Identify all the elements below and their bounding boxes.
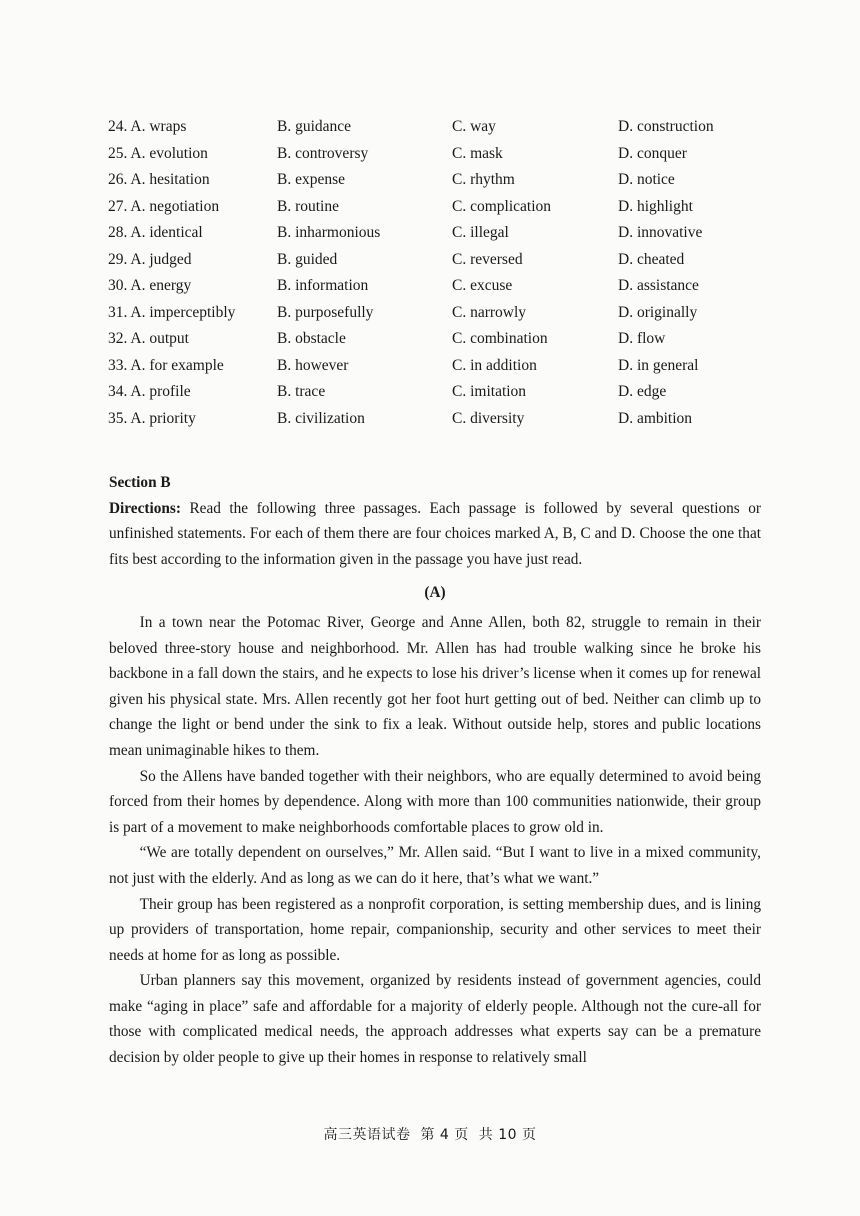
option-row bbox=[108, 275, 748, 302]
option-c: C. diversity bbox=[452, 409, 525, 427]
option-a: 33. A. for example bbox=[108, 356, 224, 374]
option-d: D. construction bbox=[618, 118, 714, 135]
option-b: B. expense bbox=[277, 171, 346, 188]
page-footer bbox=[0, 1124, 860, 1144]
option-row bbox=[108, 381, 748, 408]
option-b: B. information bbox=[277, 277, 369, 294]
option-a: 29. A. judged bbox=[108, 250, 192, 268]
passage-paragraph: In a town near the Potomac River, George and Anne Allen, both 82, struggle to remain in their beloved three-story house and neighborhood. Mr. Allen has had trouble walking since he broke his backbone in a fall down the stairs, and he expects to lose his driver’s license when it comes up for renewal given his physical state. Mrs. Allen recently got her foot hurt getting out of bed. Neither can climb up to change the light or bend under the sink to fix a leak. Without outside help, stores and public locations mean unimaginable hikes to them. bbox=[109, 613, 761, 759]
option-c: C. combination bbox=[452, 330, 548, 347]
directions-text: Read the following three passages. Each passage is followed by several questions or unfinished statements. For each of them there are four choices marked A, B, C and D. Choose the one that fits best according to the information given in the passage you have just read. bbox=[109, 499, 761, 568]
passage-paragraph: Their group has been registered as a nonprofit corporation, is setting membership dues, and is lining up providers of transportation, home repair, companionship, security and other services to meet their needs at home for as long as possible. bbox=[109, 895, 761, 964]
option-d: D. notice bbox=[618, 171, 675, 188]
footer-title: 高三英语试卷 bbox=[323, 1127, 411, 1143]
option-d: D. cheated bbox=[618, 250, 685, 268]
option-d: D. assistance bbox=[618, 277, 699, 294]
option-a: 28. A. identical bbox=[108, 224, 203, 241]
option-row bbox=[108, 328, 748, 355]
option-c: C. reversed bbox=[452, 250, 523, 268]
option-b: B. civilization bbox=[277, 409, 365, 427]
section-b bbox=[109, 470, 761, 1071]
option-c: C. rhythm bbox=[452, 171, 515, 188]
option-c: C. way bbox=[452, 118, 496, 135]
option-row bbox=[108, 222, 748, 249]
option-a: 31. A. imperceptibly bbox=[108, 303, 236, 321]
option-b: B. controversy bbox=[277, 144, 369, 162]
option-c: C. mask bbox=[452, 144, 503, 162]
section-title: Section B bbox=[109, 474, 171, 491]
option-a: 25. A. evolution bbox=[108, 144, 208, 162]
option-row bbox=[108, 169, 748, 196]
option-c: C. imitation bbox=[452, 383, 527, 400]
option-c: C. illegal bbox=[452, 224, 509, 241]
option-row bbox=[108, 196, 748, 223]
option-b: B. guidance bbox=[277, 118, 352, 135]
option-b: B. obstacle bbox=[277, 330, 346, 347]
passage-paragraph: “We are totally dependent on ourselves,” Mr. Allen said. “But I want to live in a mixed community, not just with the elderly. And as long as we can do it here, that’s what we want.” bbox=[109, 844, 761, 887]
option-d: D. flow bbox=[618, 330, 666, 347]
option-a: 35. A. priority bbox=[108, 409, 196, 427]
footer-total-pages: 共 10 页 bbox=[478, 1127, 537, 1143]
option-b: B. routine bbox=[277, 197, 339, 215]
option-a: 27. A. negotiation bbox=[108, 197, 220, 215]
option-d: D. innovative bbox=[618, 224, 703, 241]
option-d: D. originally bbox=[618, 303, 698, 321]
option-b: B. trace bbox=[277, 383, 326, 400]
footer-page-number: 第 4 页 bbox=[420, 1127, 469, 1143]
answer-options-table bbox=[108, 116, 748, 434]
option-c: C. excuse bbox=[452, 277, 513, 294]
option-d: D. edge bbox=[618, 383, 667, 400]
option-a: 34. A. profile bbox=[108, 383, 191, 400]
option-row bbox=[108, 302, 748, 329]
passage-paragraph: So the Allens have banded together with their neighbors, who are equally determined to avoid being forced from their homes by dependence. Along with more than 100 communities nationwide, their group is part of a movement to make neighborhoods comfortable places to grow old in. bbox=[109, 767, 761, 836]
option-a: 30. A. energy bbox=[108, 277, 192, 294]
option-d: D. highlight bbox=[618, 197, 693, 215]
option-row bbox=[108, 249, 748, 276]
option-b: B. purposefully bbox=[277, 303, 374, 321]
option-a: 24. A. wraps bbox=[108, 118, 187, 135]
option-b: B. however bbox=[277, 356, 349, 374]
directions-label: Directions: bbox=[109, 499, 181, 517]
option-row bbox=[108, 116, 748, 143]
option-b: B. guided bbox=[277, 250, 338, 268]
option-row bbox=[108, 143, 748, 170]
directions bbox=[109, 496, 761, 573]
option-c: C. complication bbox=[452, 197, 552, 215]
option-c: C. in addition bbox=[452, 356, 537, 374]
option-row bbox=[108, 355, 748, 382]
passage-label: (A) bbox=[424, 584, 446, 602]
option-d: D. in general bbox=[618, 356, 699, 374]
option-c: C. narrowly bbox=[452, 303, 527, 321]
option-row bbox=[108, 408, 748, 435]
option-d: D. ambition bbox=[618, 409, 693, 427]
option-a: 32. A. output bbox=[108, 330, 189, 347]
passage-paragraph: Urban planners say this movement, organized by residents instead of government agencies, could make “aging in place” safe and affordable for a majority of elderly people. Although not the cure-all for those with complicated medical needs, the approach addresses what experts say can be a premature decision by older people to give up their homes in response to relatively small bbox=[109, 972, 761, 1067]
option-b: B. inharmonious bbox=[277, 224, 381, 241]
option-d: D. conquer bbox=[618, 144, 687, 162]
option-a: 26. A. hesitation bbox=[108, 171, 210, 188]
